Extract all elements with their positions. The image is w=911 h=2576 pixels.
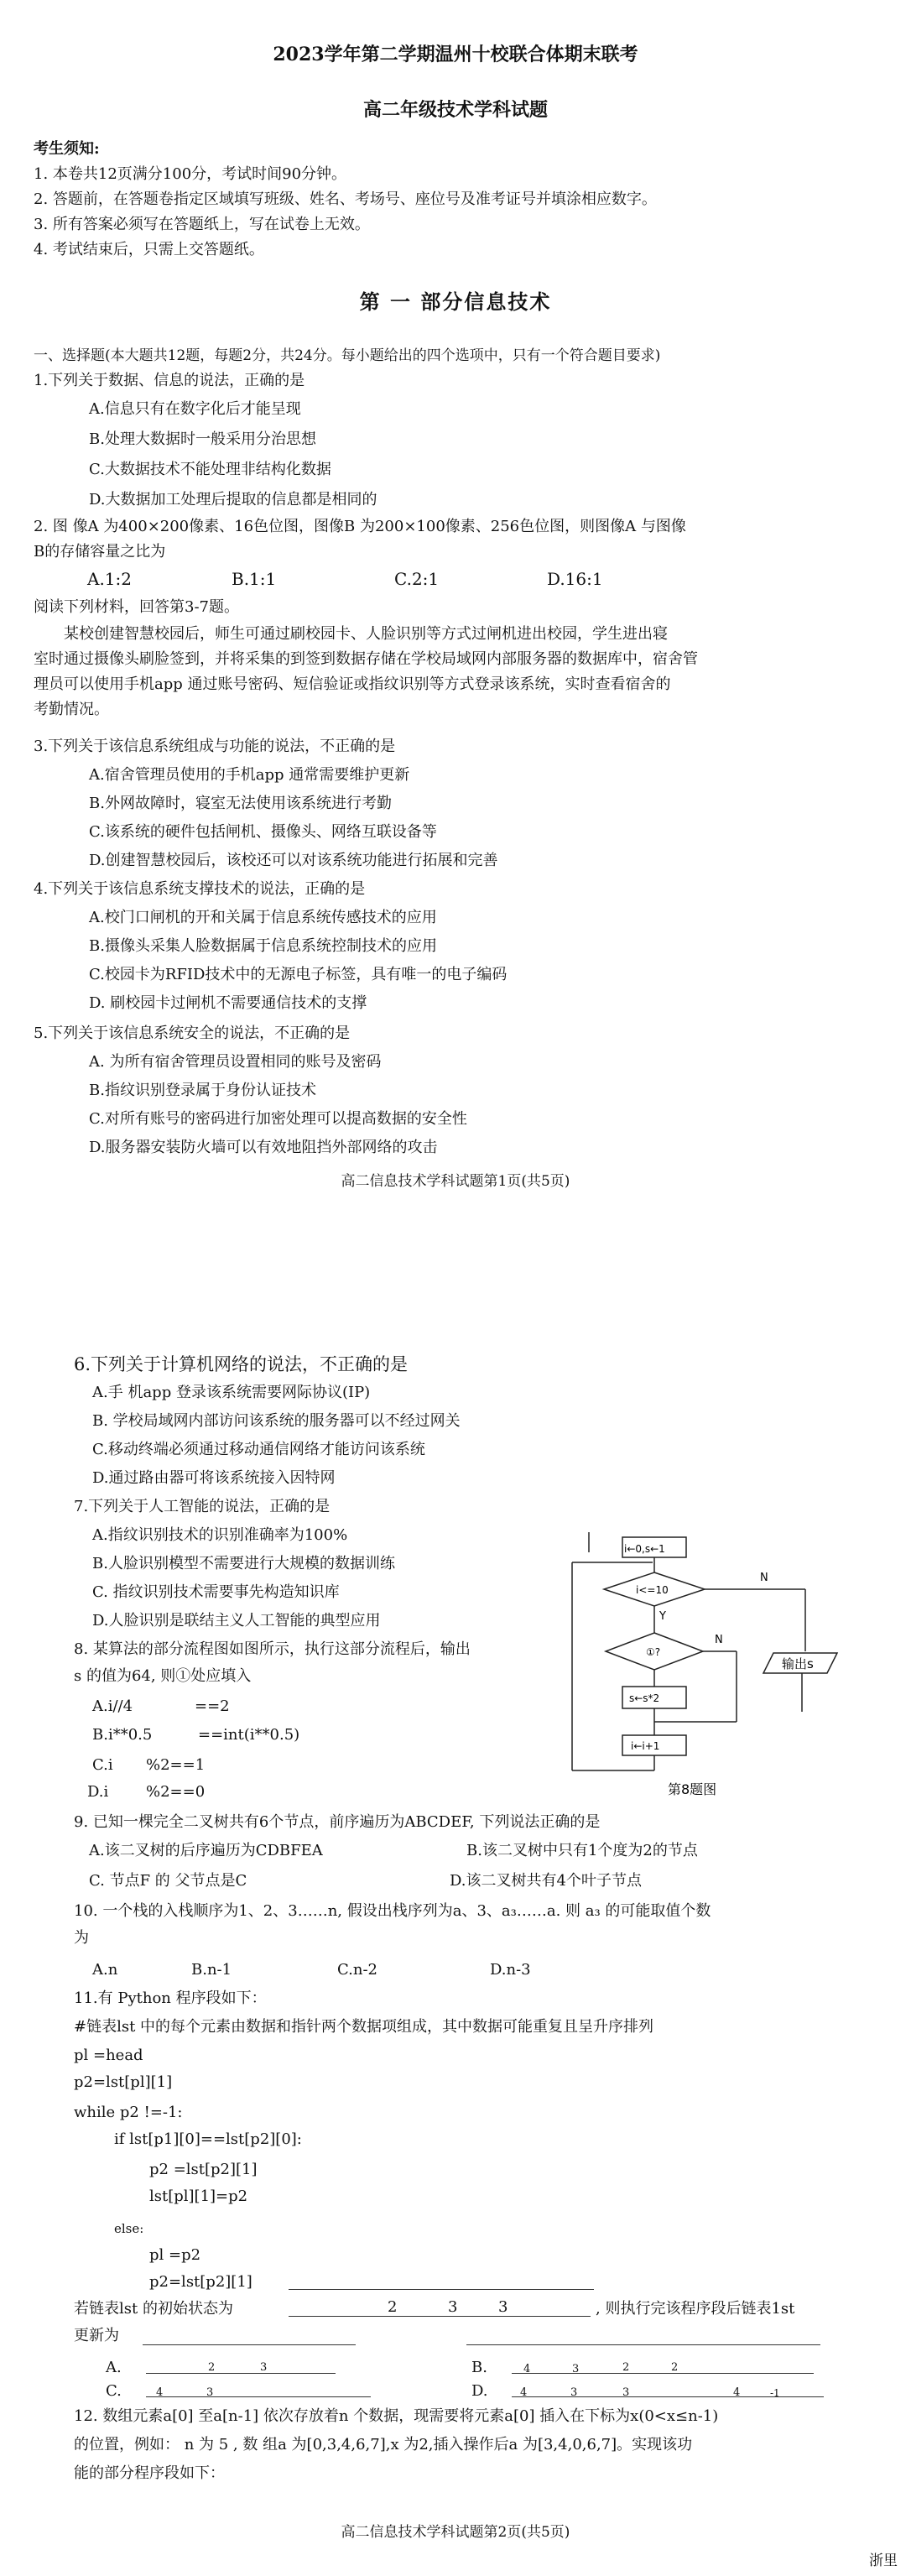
list-node: 3 xyxy=(206,2386,214,2399)
q9-stem: 9. 已知一棵完全二叉树共有6个节点，前序遍历为ABCDEF, 下列说法正确的是 xyxy=(74,1813,601,1831)
flow-init-label: i←0,s←1 xyxy=(624,1543,665,1555)
code-line: else: xyxy=(114,2221,144,2236)
q3-option-b: B.外网故障时，寝室无法使用该系统进行考勤 xyxy=(89,795,392,812)
list-node: 3 xyxy=(572,2363,580,2375)
q4-option-d: D. 刷校园卡过闸机不需要通信技术的支撑 xyxy=(89,994,367,1012)
q10-stem-cont: 为 xyxy=(74,1929,89,1947)
q6-option-d: D.通过路由器可将该系统接入因特网 xyxy=(92,1469,336,1487)
q9-option-b: B.该二叉树中只有1个度为2的节点 xyxy=(466,1842,698,1859)
q1-option-a: A.信息只有在数字化后才能呈现 xyxy=(89,400,301,418)
q8-option-d-value: %2==0 xyxy=(146,1783,206,1801)
list-node: -1 xyxy=(770,2387,780,2399)
flow-branch-label: ①? xyxy=(646,1646,661,1658)
q8-option-d-label: D.i xyxy=(87,1783,109,1801)
passage-line: 室时通过摄像头刷脸签到，并将采集的到签到数据存储在学校局域网内部服务器的数据库中，宿舍管 xyxy=(34,650,698,668)
list-node: 2 xyxy=(622,2361,630,2374)
q12-line: 的位置，例如： n 为 5 , 数 组a 为[0,3,4,6,7],x 为2,插入操作后a 为[3,4,0,6,7]。实现该功 xyxy=(74,2436,693,2453)
notice-item: 3. 所有答案必须写在答题纸上，写在试卷上无效。 xyxy=(34,216,370,233)
q7-option-b: B.人脸识别模型不需要进行大规模的数据训练 xyxy=(92,1555,395,1572)
q6-stem: 6.下列关于计算机网络的说法，不正确的是 xyxy=(74,1354,409,1374)
answer-blank-line xyxy=(143,2344,356,2345)
q2-stem: 2. 图 像A 为400×200像素、16色位图，图像B 为200×100像素、256色位图，则图像A 与图像 xyxy=(34,518,686,535)
option-list-line xyxy=(146,2396,371,2397)
q5-option-b: B.指纹识别登录属于身份认证技术 xyxy=(89,1082,316,1099)
page-footer: 高二信息技术学科试题第2页(共5页) xyxy=(341,2524,570,2541)
list-node: 3 xyxy=(260,2361,268,2374)
q3-option-d: D.创建智慧校园后，该校还可以对该系统功能进行拓展和完善 xyxy=(89,852,498,869)
q10-option-d: D.n-3 xyxy=(490,1961,531,1979)
flow-cond-label: i<=10 xyxy=(636,1584,669,1596)
q3-stem: 3.下列关于该信息系统组成与功能的说法，不正确的是 xyxy=(34,738,396,755)
notice-item: 2. 答题前，在答题卷指定区域填写班级、姓名、考场号、座位号及准考证号并填涂相应数字。 xyxy=(34,190,657,208)
flow-no-label: N xyxy=(760,1572,768,1584)
answer-blank-line xyxy=(289,2289,594,2290)
list-node: 4 xyxy=(523,2363,531,2375)
code-line: p2 =lst[p2][1] xyxy=(149,2161,258,2178)
flow-yes-label: Y xyxy=(659,1610,666,1623)
code-line: p2=lst[p2][1] xyxy=(149,2273,252,2291)
passage-line: 某校创建智慧校园后，师生可通过刷校园卡、人脸识别等方式过闸机进出校园，学生进出寝 xyxy=(64,625,668,643)
q6-option-c: C.移动终端必须通过移动通信网络才能访问该系统 xyxy=(92,1441,425,1458)
q1-option-c: C.大数据技术不能处理非结构化数据 xyxy=(89,461,331,478)
q8-flowchart xyxy=(554,1525,872,1812)
part-title: 第 一 部分信息技术 xyxy=(359,289,552,314)
section-intro: 一、选择题(本大题共12题，每题2分，共24分。每小题给出的四个选项中，只有一个符合题目要求) xyxy=(34,347,661,364)
q11-update-text: 更新为 xyxy=(74,2327,119,2344)
q7-option-d: D.人脸识别是联结主义人工智能的典型应用 xyxy=(92,1612,381,1630)
q2-option-c: C.2:1 xyxy=(394,569,440,589)
q5-option-c: C.对所有账号的密码进行加密处理可以提高数据的安全性 xyxy=(89,1110,467,1128)
init-value: 3 xyxy=(498,2298,508,2316)
q2-option-a: A.1:2 xyxy=(87,569,132,589)
passage-line: 理员可以使用手机app 通过账号密码、短信验证或指纹识别等方式登录该系统，实时查看宿舍的 xyxy=(34,675,671,693)
notice-item: 4. 考试结束后，只需上交答题纸。 xyxy=(34,241,264,258)
q11-init-text: 若链表lst 的初始状态为 xyxy=(74,2300,233,2318)
code-line: lst[pl][1]=p2 xyxy=(149,2188,248,2205)
q10-option-b: B.n-1 xyxy=(191,1961,232,1979)
q9-option-a: A.该二叉树的后序遍历为CDBFEA xyxy=(89,1842,323,1859)
q2-stem-cont: B的存储容量之比为 xyxy=(34,543,166,561)
q8-option-c-label: C.i xyxy=(92,1756,113,1774)
list-node: 4 xyxy=(156,2386,164,2399)
flow-no-label-2: N xyxy=(715,1634,723,1646)
q8-option-a-value: ==2 xyxy=(195,1697,230,1715)
q8-stem-cont: s 的值为64, 则①处应填入 xyxy=(74,1667,252,1685)
list-node: 4 xyxy=(733,2386,741,2399)
q8-option-c-value: %2==1 xyxy=(146,1756,206,1774)
q7-stem: 7.下列关于人工智能的说法，正确的是 xyxy=(74,1498,331,1515)
flow-inc-label: i←i+1 xyxy=(631,1740,660,1752)
code-line: while p2 !=-1: xyxy=(74,2104,183,2121)
q4-option-c: C.校园卡为RFID技术中的无源电子标签，具有唯一的电子编码 xyxy=(89,966,508,983)
q9-option-c: C. 节点F 的 父节点是C xyxy=(89,1872,247,1890)
list-node: 3 xyxy=(570,2386,578,2399)
code-line: p2=lst[pl][1] xyxy=(74,2073,173,2091)
option-list-line xyxy=(512,2373,814,2374)
q11-option-c: C. xyxy=(106,2382,122,2400)
q4-option-b: B.摄像头采集人脸数据属于信息系统控制技术的应用 xyxy=(89,937,437,955)
q7-option-a: A.指纹识别技术的识别准确率为100% xyxy=(92,1526,348,1544)
passage-intro: 阅读下列材料，回答第3-7题。 xyxy=(34,598,239,616)
figure-caption: 第8题图 xyxy=(668,1781,717,1797)
init-value: 3 xyxy=(448,2298,458,2316)
notice-heading: 考生须知: xyxy=(34,140,100,158)
q7-option-c: C. 指纹识别技术需要事先构造知识库 xyxy=(92,1583,340,1601)
q9-option-d: D.该二叉树共有4个叶子节点 xyxy=(450,1872,642,1890)
q3-option-c: C.该系统的硬件包括闸机、摄像头、网络互联设备等 xyxy=(89,823,437,841)
q11-init-text-cont: , 则执行完该程序段后链表1st xyxy=(596,2300,795,2318)
q2-option-b: B.1:1 xyxy=(232,569,277,589)
flow-output-label: 输出s xyxy=(782,1656,814,1671)
q11-option-a: A. xyxy=(106,2359,122,2376)
q8-stem: 8. 某算法的部分流程图如图所示，执行这部分流程后，输出 xyxy=(74,1640,471,1658)
q4-stem: 4.下列关于该信息系统支撑技术的说法，正确的是 xyxy=(34,880,366,898)
q11-option-d: D. xyxy=(471,2382,488,2400)
q11-option-b: B. xyxy=(471,2359,487,2376)
q5-stem: 5.下列关于该信息系统安全的说法，不正确的是 xyxy=(34,1025,351,1042)
list-node: 2 xyxy=(671,2361,679,2374)
q8-option-b-label: B.i**0.5 xyxy=(92,1726,153,1744)
q1-option-b: B.处理大数据时一般采用分治思想 xyxy=(89,430,316,448)
q5-option-a: A. 为所有宿舍管理员设置相同的账号及密码 xyxy=(89,1053,382,1071)
code-line: if lst[p1][0]==lst[p2][0]: xyxy=(114,2130,302,2148)
q4-option-a: A.校门口闸机的开和关属于信息系统传感技术的应用 xyxy=(89,909,437,926)
q10-option-a: A.n xyxy=(92,1961,118,1979)
q5-option-d: D.服务器安装防火墙可以有效地阻挡外部网络的攻击 xyxy=(89,1139,438,1156)
init-value: 2 xyxy=(388,2298,398,2316)
q2-option-d: D.16:1 xyxy=(547,569,603,589)
flow-assign-label: s←s*2 xyxy=(629,1692,660,1704)
corner-note: 浙里 xyxy=(869,2553,898,2569)
code-line: pl =p2 xyxy=(149,2246,201,2264)
list-node: 3 xyxy=(622,2386,630,2399)
q8-option-b-value: ==int(i**0.5) xyxy=(198,1726,300,1744)
q1-stem: 1.下列关于数据、信息的说法，正确的是 xyxy=(34,372,305,389)
q11-stem: 11.有 Python 程序段如下： xyxy=(74,1989,267,2007)
exam-subtitle: 高二年级技术学科试题 xyxy=(362,99,548,121)
q8-option-a-label: A.i//4 xyxy=(92,1697,133,1715)
q12-line: 12. 数组元素a[0] 至a[n-1] 依次存放着n 个数据，现需要将元素a[0] 插入在下标为x(0<x≤n-1) xyxy=(74,2407,719,2425)
list-node: 4 xyxy=(520,2386,528,2399)
q10-option-c: C.n-2 xyxy=(337,1961,377,1979)
page-footer: 高二信息技术学科试题第1页(共5页) xyxy=(341,1173,570,1190)
q3-option-a: A.宿舍管理员使用的手机app 通常需要维护更新 xyxy=(89,766,410,784)
exam-title: 2023学年第二学期温州十校联合体期末联考 xyxy=(273,44,638,65)
q6-option-b: B. 学校局域网内部访问该系统的服务器可以不经过网关 xyxy=(92,1412,461,1430)
q1-option-d: D.大数据加工处理后提取的信息都是相同的 xyxy=(89,491,377,508)
answer-blank-line xyxy=(466,2344,820,2345)
notice-item: 1. 本卷共12页满分100分，考试时间90分钟。 xyxy=(34,165,347,183)
q10-stem: 10. 一个栈的入栈顺序为1、2、3……n, 假设出栈序列为a、3、a₃……a. 则 a₃ 的可能取值个数 xyxy=(74,1902,711,1920)
passage-line: 考勤情况。 xyxy=(34,701,109,718)
init-state-line xyxy=(289,2316,591,2317)
option-list-line xyxy=(146,2373,336,2374)
list-node: 2 xyxy=(208,2361,216,2374)
q11-comment: #链表lst 中的每个元素由数据和指针两个数据项组成，其中数据可能重复且呈升序排列 xyxy=(74,2018,654,2036)
code-line: pl =head xyxy=(74,2047,143,2064)
q6-option-a: A.手 机app 登录该系统需要网际协议(IP) xyxy=(92,1384,371,1401)
q12-line: 能的部分程序段如下： xyxy=(74,2464,225,2482)
